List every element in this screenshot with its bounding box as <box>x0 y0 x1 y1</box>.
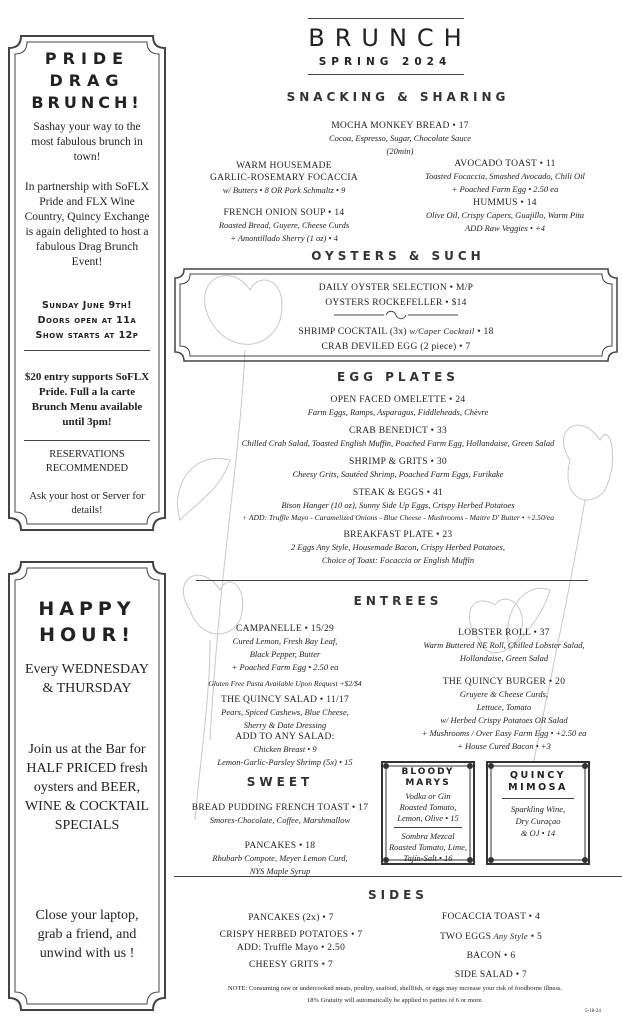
benedict-name: CRAB BENEDICT • 33 <box>348 426 447 436</box>
campanelle-desc-1: Cured Lemon, Fresh Bay Leaf, <box>232 636 338 646</box>
burger-desc-3: w/ Herbed Crispy Potatoes OR Salad <box>440 715 568 725</box>
mocha-name: MOCHA MONKEY BREAD • 17 <box>331 121 469 131</box>
header-rule-top <box>308 18 464 19</box>
onion-soup-desc-1: Roasted Bread, Guyere, Cheese Curds <box>218 220 350 230</box>
omelette-desc: Farm Eggs, Ramps, Asparagus, Fiddleheads, Chèvre <box>307 407 489 417</box>
campanelle-desc-2: Black Pepper, Butter <box>249 649 321 659</box>
pride-intro: Sashay your way to the most fabulous brunch in town! <box>31 121 143 163</box>
side-salad: SIDE SALAD • 7 <box>454 970 528 980</box>
quincy-salad-desc-1: Pears, Spiced Cashews, Blue Cheese, <box>221 707 349 717</box>
quincy-salad-name: THE QUINCY SALAD • 11/17 <box>220 695 350 705</box>
footer-gratuity: 18% Gratuity will automatically be applied to parties of 6 or more. <box>306 997 484 1004</box>
pride-title-line1: PRIDE <box>44 49 130 68</box>
breakfast-plate-desc-2: Choice of Toast: Focaccia or English Muffin <box>321 555 475 565</box>
side-eggs-name: TWO EGGS <box>439 932 492 942</box>
onion-soup-desc-2: + Amontillado Sherry (1 oz) • 4 <box>230 233 338 243</box>
happy-title-line2: HOUR! <box>39 624 135 646</box>
lobster-roll-desc-1: Warm Buttered NE Roll, Chilled Lobster Salad, <box>423 640 585 650</box>
pride-show: Show starts at 12p <box>35 330 139 341</box>
steak-eggs-name: STEAK & EGGS • 41 <box>352 488 444 498</box>
pride-title-line3: BRUNCH! <box>31 93 143 112</box>
header-rule-bottom <box>308 74 464 75</box>
focaccia-name-2: GARLIC-ROSEMARY FOCACCIA <box>209 173 359 183</box>
mimosa-divider <box>502 798 574 799</box>
lobster-roll-name: LOBSTER ROLL • 37 <box>458 628 550 638</box>
bloody-desc-6: Tajín-Salt • 16 <box>403 853 453 863</box>
steak-eggs-desc-1: Bison Hanger (10 oz), Sunny Side Up Eggs, Crispy Herbed Potatoes <box>281 500 515 510</box>
oyster-daily: DAILY OYSTER SELECTION • M/P <box>318 283 474 293</box>
mocha-desc: Cocoa, Espresso, Sugar, Chocolate Sauce <box>328 133 472 143</box>
pancakes-name: PANCAKES • 18 <box>244 841 316 851</box>
french-toast-name: BREAD PUDDING FRENCH TOAST • 17 <box>191 803 369 813</box>
happy-title-line1: HAPPY <box>38 598 136 620</box>
burger-desc-4: + Mushrooms / Over Easy Farm Egg • +2.50 ea <box>421 728 587 738</box>
avocado-name: AVOCADO TOAST • 11 <box>454 159 556 169</box>
avocado-desc-1: Toasted Focaccia, Smashed Avocado, Chili Oil <box>425 171 585 181</box>
bloody-title-1: BLOODY <box>401 767 455 777</box>
mimosa-desc-3: & OJ • 14 <box>520 828 556 838</box>
menu-title: BRUNCH <box>308 24 472 52</box>
shrimp-cocktail-desc: w/Caper Cocktail <box>409 326 475 336</box>
sweet-heading: SWEET <box>246 775 314 789</box>
quincy-salad-desc-2: Sherry & Date Dressing <box>243 720 327 730</box>
pride-date: Sunday June 9th! <box>41 300 133 311</box>
avocado-desc-2: + Poached Farm Egg • 2.50 ea <box>451 184 559 194</box>
mocha-note: (20min) <box>386 146 414 156</box>
hummus-name: HUMMUS • 14 <box>473 198 537 208</box>
side-focaccia: FOCACCIA TOAST • 4 <box>441 912 541 922</box>
egg-plates-heading: EGG PLATES <box>337 370 459 384</box>
oysters-heading: OYSTERS & SUCH <box>311 249 485 263</box>
french-toast-desc: Smores-Chocolate, Coffee, Marshmallow <box>209 815 351 825</box>
bloody-desc-3: Lemon, Olive • 15 <box>397 813 459 823</box>
oyster-rockefeller: OYSTERS ROCKEFELLER • $14 <box>325 298 467 308</box>
entrees-rule <box>196 580 588 581</box>
add-salad-name: ADD TO ANY SALAD: <box>235 732 335 742</box>
pride-partner: In partnership with SoFLX Pride and FLX Wine Country, Quincy Exchange is again delighted to host a fabulous Drag Brunch Event! <box>24 181 150 268</box>
side-grits: CHEESY GRITS • 7 <box>248 960 334 970</box>
hummus-desc-2: ADD Raw Veggies • +4 <box>464 223 545 233</box>
campanelle-gf: Gluten Free Pasta Available Upon Request +$2/$4 <box>208 679 362 688</box>
side-eggs-price: • 5 <box>528 932 543 942</box>
bloody-desc-1: Vodka or Gin <box>405 791 451 801</box>
bloody-title-2: MARYS <box>405 778 451 788</box>
sides-heading: SIDES <box>368 888 428 902</box>
shrimp-cocktail-price: • 18 <box>474 327 494 337</box>
pancakes-desc-2: NYS Maple Syrup <box>249 866 311 876</box>
happy-join: Join us at the Bar for HALF PRICED fresh oysters and BEER, WINE & COCKTAIL SPECIALS <box>24 742 150 833</box>
breakfast-plate-name: BREAKFAST PLATE • 23 <box>343 530 453 540</box>
focaccia-desc: w/ Butters • 8 OR Pork Schmaltz • 9 <box>222 185 346 195</box>
campanelle-name: CAMPANELLE • 15/29 <box>235 624 335 634</box>
burger-desc-5: + House Cured Bacon • +3 <box>457 741 551 751</box>
steak-eggs-desc-2: + ADD: Truffle Mayo - Caramelized Onions - Blue Cheese - Mushrooms - Maitre D' Butter • +2.50/ea <box>241 513 555 522</box>
side-potatoes: CRISPY HERBED POTATOES • 7 <box>219 930 363 940</box>
sides-rule <box>174 876 622 877</box>
pancakes-desc-1: Rhubarb Compote, Meyer Lemon Curd, <box>212 853 348 863</box>
breakfast-plate-desc-1: 2 Eggs Any Style, Housemade Bacon, Crispy Herbed Potatoes, <box>291 542 505 552</box>
shrimp-grits-name: SHRIMP & GRITS • 30 <box>349 457 447 467</box>
footer-note: NOTE: Consuming raw or undercooked meats, poultry, seafood, shellfish, or eggs may increase your risk of foodborne illness. <box>227 985 563 992</box>
pride-doors: Doors open at 11a <box>37 315 137 326</box>
onion-soup-name: FRENCH ONION SOUP • 14 <box>223 208 345 218</box>
mimosa-title-1: QUINCY <box>509 770 567 781</box>
happy-close: Close your laptop, grab a friend, and unwind with us ! <box>35 908 139 961</box>
benedict-desc: Chilled Crab Salad, Toasted English Muffin, Poached Farm Egg, Hollandaise, Green Salad <box>241 438 555 448</box>
burger-desc-2: Lettuce, Tomato <box>476 702 532 712</box>
mimosa-desc-1: Sparkling Wine, <box>510 804 566 814</box>
pride-reservations: RESERVATIONS RECOMMENDED <box>45 449 129 474</box>
snacking-heading: SNACKING & SHARING <box>286 90 510 104</box>
side-eggs-desc: Any Style <box>491 931 529 941</box>
bloody-divider <box>394 827 462 828</box>
shrimp-cocktail-name: SHRIMP COCKTAIL (3x) <box>298 327 407 337</box>
footer-code: 5-18-24 <box>585 1009 601 1014</box>
mimosa-title-2: MIMOSA <box>508 782 568 793</box>
pride-entry: $20 entry supports SoFLX Pride. Full a la carte Brunch Menu available until 3pm! <box>24 371 150 428</box>
menu-subtitle: SPRING 2024 <box>318 56 452 68</box>
campanelle-desc-3: + Poached Farm Egg • 2.50 ea <box>231 662 339 672</box>
burger-desc-1: Gruyere & Cheese Curds, <box>459 689 549 699</box>
add-salad-chicken: Chicken Breast • 9 <box>253 744 317 754</box>
omelette-name: OPEN FACED OMELETTE • 24 <box>330 395 466 405</box>
shrimp-grits-desc: Cheesy Grits, Sautéed Shrimp, Poached Farm Eggs, Furikake <box>292 469 504 479</box>
side-potatoes-add: ADD: Truffle Mayo • 2.50 <box>236 943 346 953</box>
pride-divider-2 <box>24 440 150 441</box>
focaccia-name-1: WARM HOUSEMADE <box>236 161 332 171</box>
pride-title-line2: DRAG <box>49 71 125 90</box>
bloody-desc-4: Sombra Mezcal <box>401 831 455 841</box>
entrees-heading: ENTREES <box>353 594 443 608</box>
side-pancakes: PANCAKES (2x) • 7 <box>248 913 334 923</box>
happy-days: Every WEDNESDAY & THURSDAY <box>24 662 150 696</box>
lobster-roll-desc-2: Hollandaise, Green Salad <box>459 653 549 663</box>
side-bacon: BACON • 6 <box>466 951 516 961</box>
crab-deviled-egg: CRAB DEVILED EGG (2 piece) • 7 <box>321 342 471 352</box>
mimosa-desc-2: Dry Curaçao <box>515 816 561 826</box>
pride-ask: Ask your host or Server for details! <box>29 491 145 516</box>
bloody-desc-5: Roasted Tomato, Lime, <box>388 842 468 852</box>
pride-divider-1 <box>24 350 150 351</box>
bloody-desc-2: Roasted Tomato, <box>399 802 457 812</box>
hummus-desc-1: Olive Oil, Crispy Capers, Guajillo, Warm Pita <box>425 210 585 220</box>
burger-name: THE QUINCY BURGER • 20 <box>442 677 566 687</box>
add-salad-shrimp: Lemon-Garlic-Parsley Shrimp (5x) • 15 <box>217 757 353 767</box>
